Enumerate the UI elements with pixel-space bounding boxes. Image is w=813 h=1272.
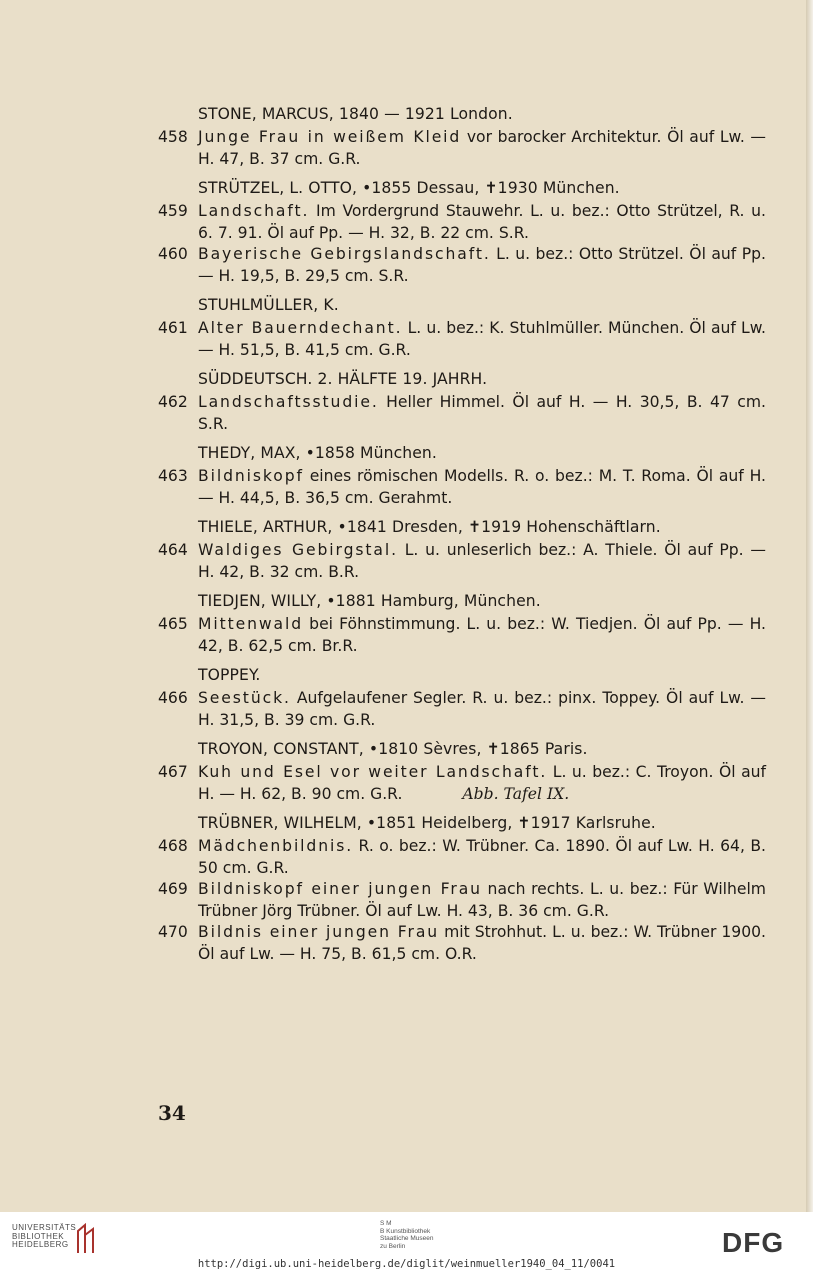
lot-number: 459 — [158, 202, 188, 220]
catalog-entry — [158, 293, 766, 361]
logo-line: BIBLIOTHEK — [12, 1231, 65, 1241]
lot-title: Bildniskopf einer jungen Frau — [198, 880, 482, 898]
footer-bar — [0, 1212, 813, 1272]
catalog-entry — [158, 102, 766, 170]
lot-details: bei Föhnstimmung. L. u. bez.: W. Tiedjen. Öl auf Pp. — H. 42, B. 62,5 cm. Br.R. — [198, 615, 766, 655]
lot-details: L. u. unleserlich bez.: A. Thiele. Öl auf Pp. — H. 42, B. 32 cm. B.R. — [198, 541, 767, 581]
lot-details: Aufgelaufener Segler. R. u. bez.: pinx. Toppey. Öl auf Lw. — H. 31,5, B. 39 cm. G.R. — [198, 689, 766, 729]
lot-item — [158, 318, 766, 361]
lot-details: Im Vordergrund Stauwehr. L. u. bez.: Otto Strützel, R. u. 6. 7. 91. Öl auf Pp. — H. 32, B. 22 cm. S.R. — [198, 202, 766, 242]
dfg-logo[interactable]: DFG — [722, 1227, 785, 1258]
stamp-line: S M — [380, 1220, 392, 1227]
artist-heading: THEDY, MAX, •1858 München. — [198, 444, 437, 462]
catalog-entry — [158, 367, 766, 435]
lot-description — [198, 392, 766, 435]
lot-number: 464 — [158, 541, 188, 559]
page-number: 34 — [158, 1101, 186, 1125]
lot-number: 469 — [158, 880, 188, 898]
lot-number: 465 — [158, 615, 188, 633]
lot-item — [158, 201, 766, 244]
page-edge — [806, 0, 813, 1212]
plate-reference: Abb. Tafel IX. — [462, 784, 570, 803]
lot-details: vor barocker Architektur. Öl auf Lw. — H. 47, B. 37 cm. G.R. — [198, 128, 766, 168]
catalog-entry — [158, 663, 766, 731]
lot-details: R. o. bez.: W. Trübner. Ca. 1890. Öl auf Lw. H. 64, B. 50 cm. G.R. — [198, 837, 766, 877]
lot-item — [158, 762, 766, 805]
lot-description — [198, 762, 766, 805]
lot-details: nach rechts. L. u. bez.: Für Wilhelm Trübner Jörg Trübner. Öl auf Lw. H. 43, B. 36 cm. G.R. — [198, 880, 766, 920]
lot-description — [198, 244, 766, 287]
artist-heading: TIEDJEN, WILLY, •1881 Hamburg, München. — [198, 592, 541, 610]
catalog-entry — [158, 737, 766, 805]
lot-item — [158, 836, 766, 879]
lot-item — [158, 922, 766, 965]
artist-heading: TROYON, CONSTANT, •1810 Sèvres, ✝1865 Paris. — [198, 740, 588, 758]
lot-number: 470 — [158, 923, 188, 941]
stamp-line: B Kunstbibliothek — [380, 1227, 431, 1235]
lot-description — [198, 466, 766, 509]
lot-item — [158, 879, 766, 922]
lot-number: 466 — [158, 689, 188, 707]
artist-heading: THIELE, ARTHUR, •1841 Dresden, ✝1919 Hohenschäftlarn. — [198, 518, 661, 536]
lot-description — [198, 688, 766, 731]
artist-heading: SÜDDEUTSCH. 2. HÄLFTE 19. JAHRH. — [198, 370, 488, 388]
artist-heading: STUHLMÜLLER, K. — [198, 296, 339, 314]
catalog-entry — [158, 441, 766, 509]
lot-number: 461 — [158, 319, 188, 337]
lot-item — [158, 127, 766, 170]
lot-title: Bildniskopf — [198, 467, 304, 485]
lot-title: Mädchenbildnis. — [198, 837, 354, 855]
lot-title: Mittenwald — [198, 615, 304, 633]
lot-title: Bayerische Gebirgslandschaft. — [198, 245, 491, 263]
catalog-entry — [158, 811, 766, 965]
lot-title: Bildnis einer jungen Frau — [198, 923, 440, 941]
lot-item — [158, 688, 766, 731]
lot-item — [158, 614, 766, 657]
lot-details: Heller Himmel. Öl auf H. — H. 30,5, B. 47 cm. S.R. — [198, 393, 766, 433]
lot-title: Kuh und Esel vor weiter Landschaft. — [198, 763, 548, 781]
lot-description — [198, 540, 766, 583]
artist-heading: TRÜBNER, WILHELM, •1851 Heidelberg, ✝1917 Karlsruhe. — [198, 814, 656, 832]
logo-line: UNIVERSITÄTS — [12, 1223, 77, 1232]
catalog-entries — [158, 102, 766, 971]
heidelberg-mark-icon — [75, 1223, 97, 1255]
lot-number: 458 — [158, 128, 188, 146]
lot-description — [198, 879, 766, 922]
lot-number: 463 — [158, 467, 188, 485]
university-library-logo[interactable] — [12, 1224, 76, 1250]
catalog-entry — [158, 515, 766, 583]
lot-item — [158, 392, 766, 435]
stamp-line: Staatliche Museen — [380, 1235, 434, 1242]
lot-title: Waldiges Gebirgstal. — [198, 541, 398, 559]
lot-title: Junge Frau in weißem Kleid — [198, 128, 462, 146]
lot-description — [198, 318, 766, 361]
lot-details: L. u. bez.: K. Stuhlmüller. München. Öl auf Lw. — H. 51,5, B. 41,5 cm. G.R. — [198, 319, 766, 359]
lot-description — [198, 127, 766, 170]
lot-description — [198, 922, 766, 965]
lot-details: mit Strohhut. L. u. bez.: W. Trübner 1900. Öl auf Lw. — H. 75, B. 61,5 cm. O.R. — [198, 923, 767, 963]
stamp-line: zu Berlin — [380, 1242, 406, 1250]
catalog-entry — [158, 176, 766, 287]
lot-item — [158, 244, 766, 287]
artist-heading: STRÜTZEL, L. OTTO, •1855 Dessau, ✝1930 München. — [198, 179, 620, 197]
library-stamp — [380, 1220, 433, 1250]
lot-number: 462 — [158, 393, 188, 411]
lot-details: L. u. bez.: C. Troyon. Öl auf H. — H. 62, B. 90 cm. G.R. — [198, 763, 766, 803]
catalog-entry — [158, 589, 766, 657]
lot-number: 468 — [158, 837, 188, 855]
lot-description — [198, 836, 766, 879]
lot-title: Alter Bauerndechant. — [198, 319, 403, 337]
lot-description — [198, 614, 766, 657]
artist-heading: STONE, MARCUS, 1840 — 1921 London. — [198, 105, 513, 123]
lot-title: Landschaft. — [198, 202, 310, 220]
permalink-url[interactable]: http://digi.ub.uni-heidelberg.de/diglit/weinmueller1940_04_11/0041 — [197, 1258, 616, 1270]
lot-number: 460 — [158, 245, 188, 263]
logo-line: HEIDELBERG — [12, 1240, 69, 1249]
lot-title: Seestück. — [198, 689, 291, 707]
lot-description — [198, 201, 766, 244]
lot-item — [158, 466, 766, 509]
lot-item — [158, 540, 766, 583]
lot-details: L. u. bez.: Otto Strützel. Öl auf Pp. — H. 19,5, B. 29,5 cm. S.R. — [198, 245, 766, 285]
lot-number: 467 — [158, 763, 188, 781]
lot-details: eines römischen Modells. R. o. bez.: M. T. Roma. Öl auf H. — H. 44,5, B. 36,5 cm. Gerahmt. — [198, 467, 766, 507]
lot-title: Landschaftsstudie. — [198, 393, 379, 411]
artist-heading: TOPPEY. — [198, 666, 261, 684]
